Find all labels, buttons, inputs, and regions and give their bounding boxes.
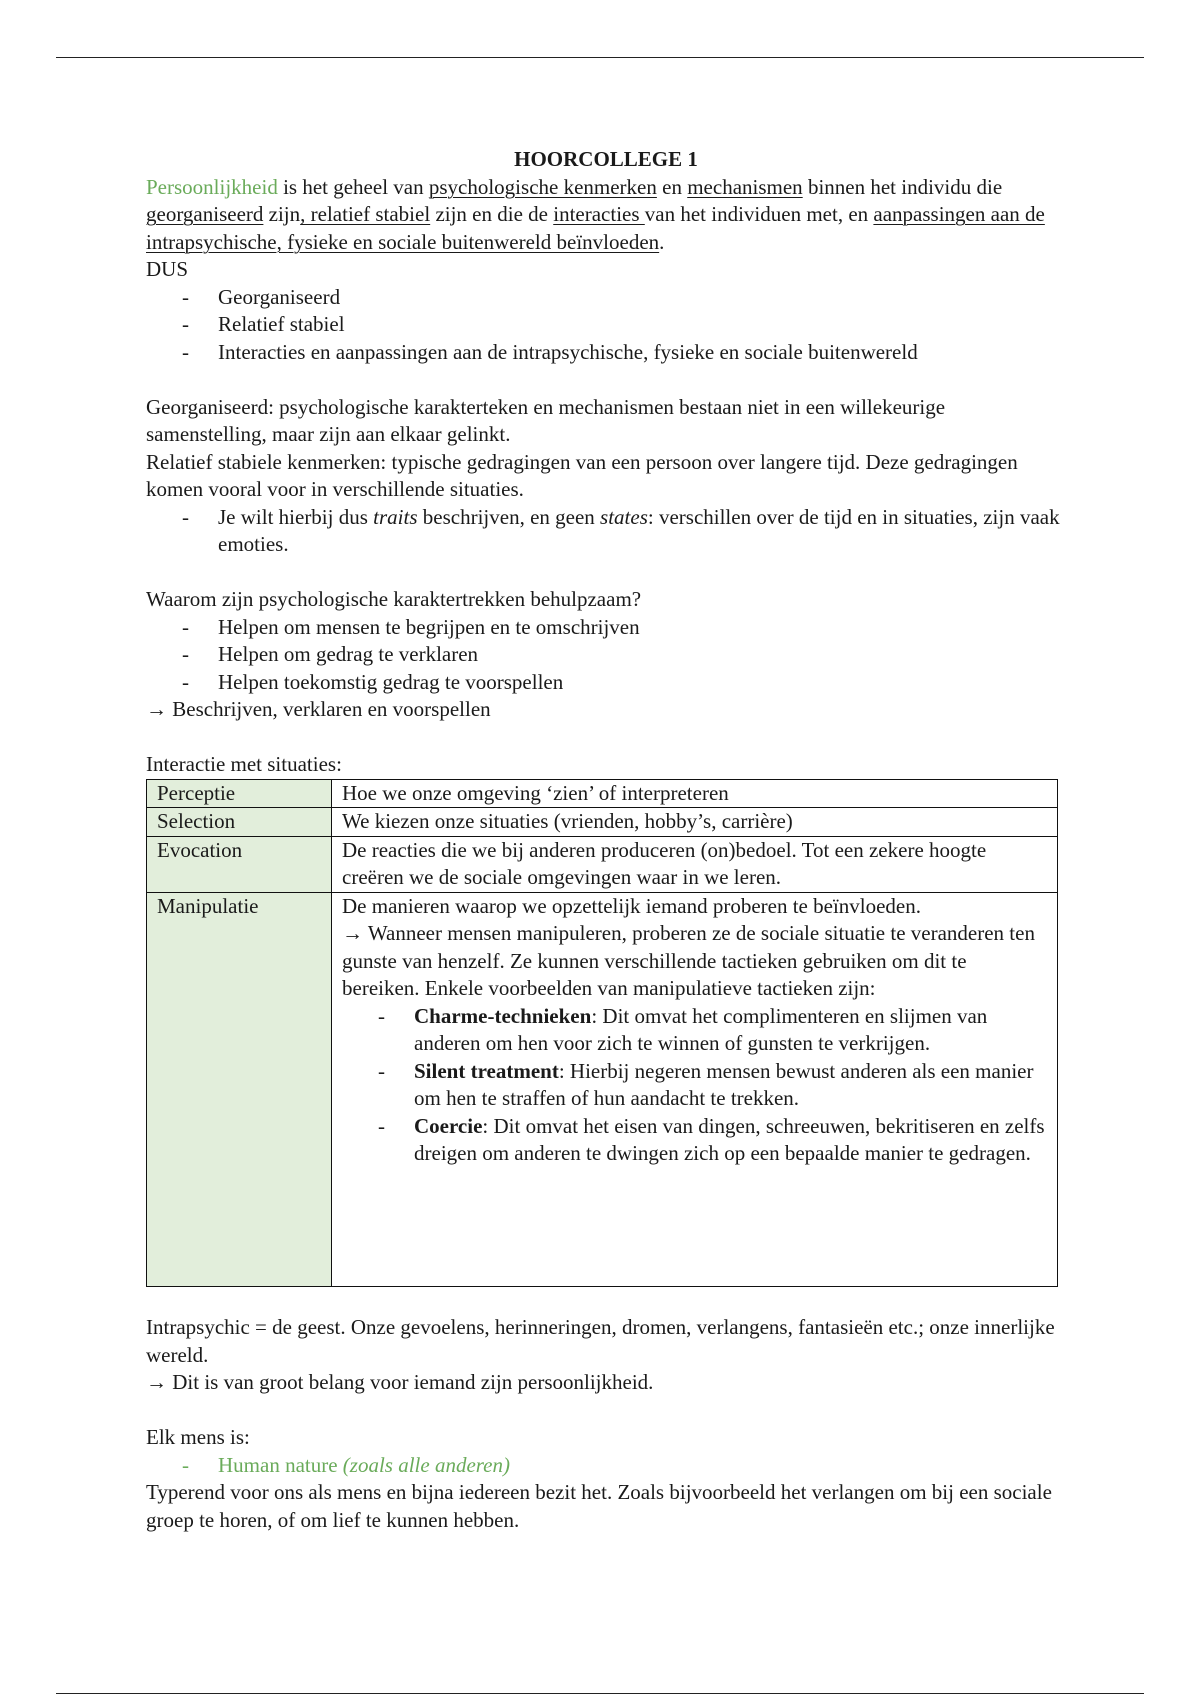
waarom-question: Waarom zijn psychologische karaktertrekken behulpzaam? <box>146 587 642 611</box>
dus-list <box>146 284 1066 367</box>
spacer <box>146 1287 1066 1315</box>
list-item <box>342 1003 1047 1058</box>
tactic-name: Silent treatment <box>414 1058 559 1083</box>
intro-underline: mechanismen <box>687 174 803 199</box>
tactic-name: Coercie <box>414 1113 483 1138</box>
human-nature-text: Human nature <box>218 1452 343 1477</box>
tactic-desc: : Dit omvat het eisen van dingen, schreeuwen, bekritiseren en zelfs dreigen om anderen te dwingen zich op een bepaalde manier te gedragen. <box>414 1113 1045 1165</box>
spacer <box>146 559 1066 587</box>
intro-underline: aanpassingen aan de intrapsychische, fysieke en sociale buitenwereld beïnvloeden <box>146 202 1045 254</box>
document-page <box>146 146 1066 1534</box>
intro-text: . <box>659 229 665 254</box>
spacer <box>146 1397 1066 1425</box>
manipulatie-line: → Wanneer mensen manipuleren, proberen ze de sociale situatie te veranderen ten gunste van henzelf. Ze kunnen verschillende tactieken gebruiken om dit te bereiken. Enkele voorbeelden van manipulatieve tactieken zijn: <box>342 921 1035 1000</box>
table-term: Selection <box>147 808 332 837</box>
bottom-rule <box>56 1693 1144 1694</box>
traits-italic: traits <box>373 504 418 529</box>
list-item: - Helpen toekomstig gedrag te voorspellen <box>146 669 1066 697</box>
human-nature-italic: (zoals alle anderen) <box>342 1452 510 1477</box>
table-row <box>147 779 1058 808</box>
intro-underline: georganiseerd <box>146 202 264 226</box>
table-row <box>147 836 1058 892</box>
table-desc <box>332 892 1058 1286</box>
intrapsychic-conclusion: → Dit is van groot belang voor iemand zijn persoonlijkheid. <box>146 1370 654 1394</box>
interactie-label: Interactie met situaties: <box>146 752 342 776</box>
intro-paragraph <box>146 174 1066 257</box>
list-item: - Georganiseerd <box>146 284 1066 312</box>
intro-text: zijn en die de <box>430 202 554 226</box>
list-item <box>342 1058 1047 1113</box>
intro-underline: psychologische kenmerken <box>428 174 657 199</box>
spacer <box>146 724 1066 752</box>
tactics-list <box>342 1003 1047 1168</box>
tactic-desc: : Dit omvat het complimenteren en slijmen van anderen om hen voor zich te winnen of gunsten te verkrijgen. <box>414 1003 988 1055</box>
interactie-table <box>146 779 1058 1287</box>
intro-text: binnen het individu die <box>802 174 1003 199</box>
list-item <box>146 1452 1066 1480</box>
stabiel-paragraph: Relatief stabiele kenmerken: typische gedragingen van een persoon over langere tijd. Deze gedragingen komen vooral voor in verschillende situaties. <box>146 449 1018 501</box>
intro-text: zijn <box>263 202 301 226</box>
table-desc: De reacties die we bij anderen produceren (on)bedoel. Tot een zekere hoogte creëren we de sociale omgevingen waar in we leren. <box>332 836 1058 892</box>
term-persoonlijkheid: Persoonlijkheid <box>146 174 278 199</box>
elk-mens-paragraph: Typerend voor ons als mens en bijna iedereen bezit het. Zoals bijvoorbeeld het verlangen om bij een sociale groep te horen, of om lief te kunnen hebben. <box>146 1480 1052 1532</box>
traits-list <box>146 504 1066 559</box>
table-desc: Hoe we onze omgeving ‘zien’ of interpreteren <box>332 779 1058 808</box>
top-rule <box>56 57 1144 58</box>
intro-underline: interacties <box>553 202 645 226</box>
intro-underline: , relatief stabiel <box>300 202 431 226</box>
traits-text: Je wilt hierbij dus <box>218 504 374 529</box>
intrapsychic-paragraph: Intrapsychic = de geest. Onze gevoelens, herinneringen, dromen, verlangens, fantasieën etc.; onze innerlijke wereld. <box>146 1315 1055 1367</box>
tactic-name: Charme-technieken <box>414 1003 592 1028</box>
list-item: - Interacties en aanpassingen aan de intrapsychische, fysieke en sociale buitenwereld <box>146 339 1066 367</box>
traits-text: beschrijven, en geen <box>417 504 601 529</box>
manipulatie-line: De manieren waarop we opzettelijk iemand proberen te beïnvloeden. <box>342 893 922 918</box>
table-term: Manipulatie <box>147 892 332 1286</box>
georganiseerd-paragraph: Georganiseerd: psychologische karakterteken en mechanismen bestaan niet in een willekeurige samenstelling, maar zijn aan elkaar gelinkt. <box>146 394 946 446</box>
states-italic: states <box>600 504 648 529</box>
intro-text: van het individuen met, en <box>644 202 874 226</box>
table-row <box>147 892 1058 1286</box>
table-term: Perceptie <box>147 779 332 808</box>
intro-text: en <box>656 174 688 199</box>
list-item: - Relatief stabiel <box>146 311 1066 339</box>
table-term: Evocation <box>147 836 332 892</box>
waarom-conclusion: → Beschrijven, verklaren en voorspellen <box>146 697 491 721</box>
elk-mens-label: Elk mens is: <box>146 1425 250 1449</box>
intro-text: is het geheel van <box>277 174 429 199</box>
waarom-list <box>146 614 1066 697</box>
tactic-desc: : Hierbij negeren mensen bewust anderen als een manier om hen te straffen of hun aandacht te trekken. <box>414 1058 1034 1110</box>
list-item <box>146 504 1066 559</box>
list-item: - Helpen om mensen te begrijpen en te omschrijven <box>146 614 1066 642</box>
list-item: - Helpen om gedrag te verklaren <box>146 641 1066 669</box>
traits-text: : verschillen over de tijd en in situaties, zijn vaak emoties. <box>218 504 1060 556</box>
spacer <box>146 366 1066 394</box>
page-title: HOORCOLLEGE 1 <box>514 147 698 171</box>
elk-mens-list <box>146 1452 1066 1480</box>
table-desc: We kiezen onze situaties (vrienden, hobby’s, carrière) <box>332 808 1058 837</box>
dus-label: DUS <box>146 257 189 281</box>
table-row <box>147 808 1058 837</box>
list-item <box>342 1113 1047 1168</box>
